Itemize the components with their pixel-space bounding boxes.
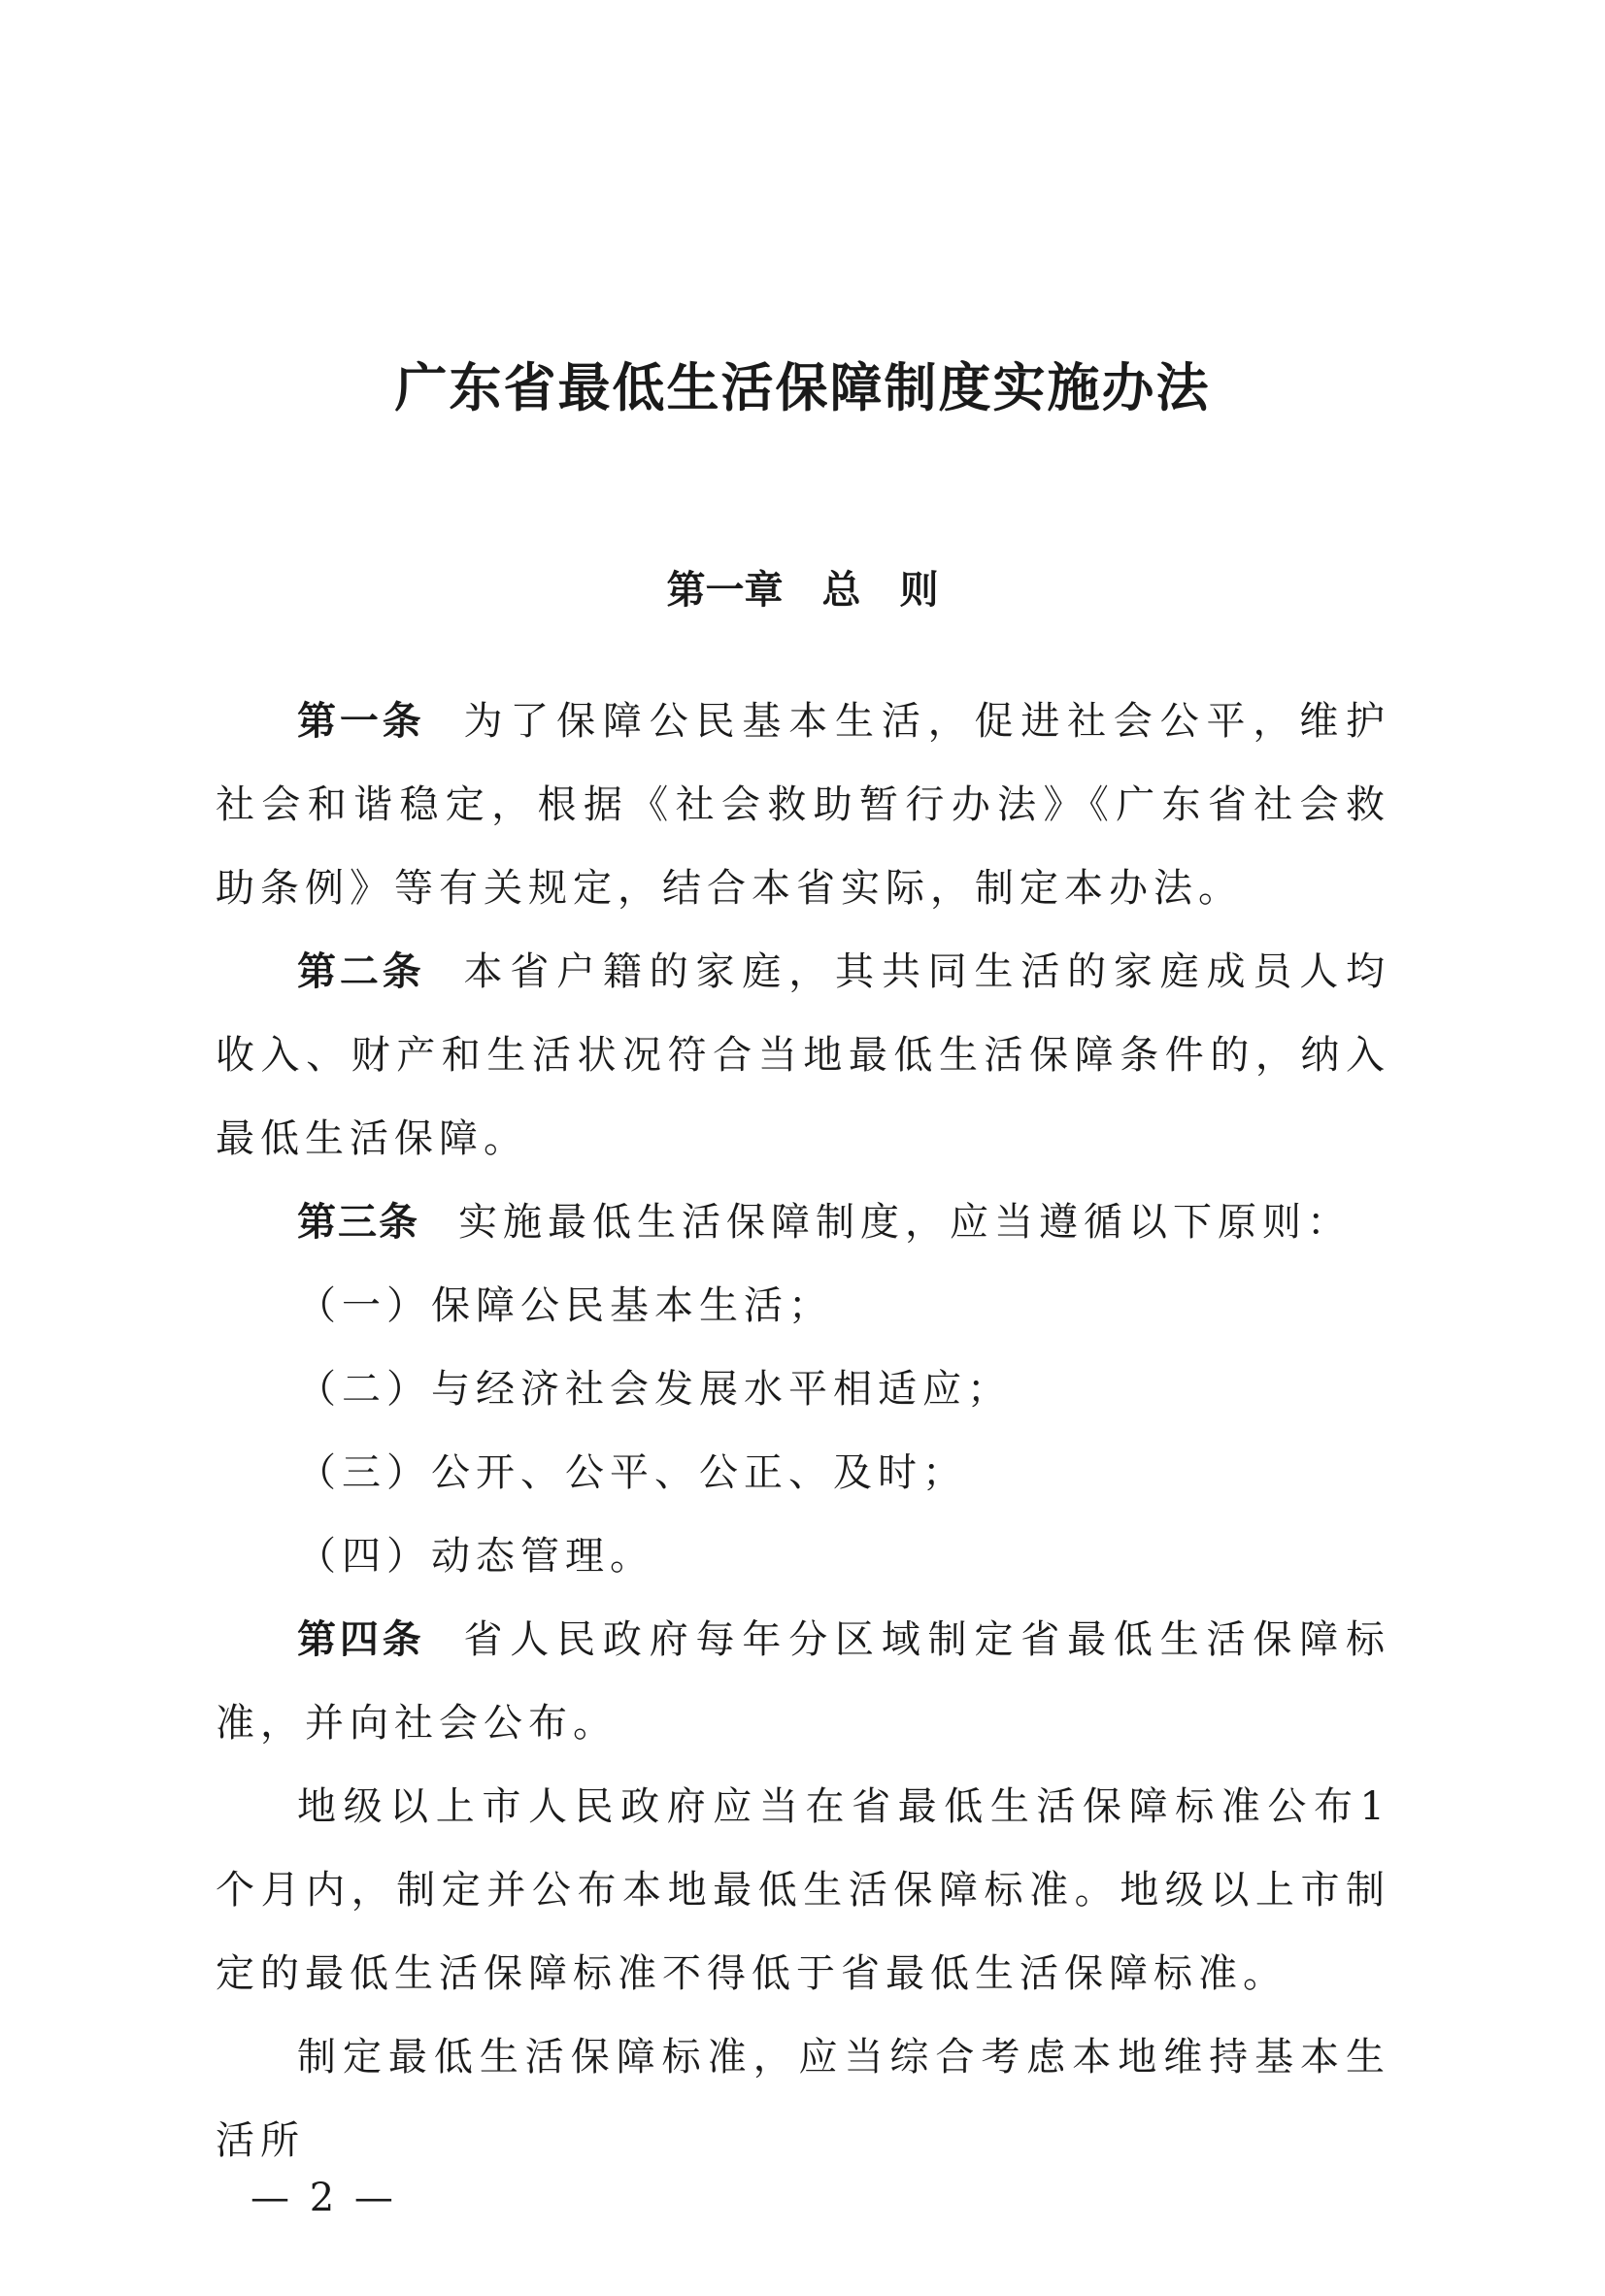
body-paragraph: 地级以上市人民政府应当在省最低生活保障标准公布1个月内，制定并公布本地最低生活保障标准。地级以上市制定的最低生活保障标准不得低于省最低生活保障标准。 (216, 1784, 1390, 1996)
article-1-heading: 第一条 (297, 699, 425, 744)
article-2 (216, 930, 1390, 1181)
article-3 (216, 1181, 1390, 1264)
principle-item: （四）动态管理。 (297, 1534, 654, 1579)
article-4-heading: 第四条 (297, 1617, 425, 1662)
principle-item: （三）公开、公平、公正、及时； (297, 1450, 967, 1495)
article-1-text: 为了保障公民基本生活，促进社会公平，维护社会和谐稳定，根据《社会救助暂行办法》《广东省社会救助条例》等有关规定，结合本省实际，制定本办法。 (216, 699, 1391, 911)
principle-item: （一）保障公民基本生活； (297, 1283, 833, 1328)
article-4 (216, 1598, 1390, 1765)
article-1 (216, 680, 1390, 930)
page-number: — 2 — (251, 2176, 397, 2220)
principle-item: （二）与经济社会发展水平相适应； (297, 1367, 1012, 1412)
document-body (216, 680, 1390, 2182)
article-3-heading: 第三条 (297, 1200, 419, 1245)
article-3-text: 实施最低生活保障制度，应当遵循以下原则： (458, 1200, 1352, 1245)
body-paragraph: 制定最低生活保障标准，应当综合考虑本地维持基本生活所 (216, 2035, 1390, 2163)
article-2-heading: 第二条 (297, 949, 425, 994)
chapter-heading: 第一章 总 则 (666, 568, 939, 613)
article-4-text: 省人民政府每年分区域制定省最低生活保障标准，并向社会公布。 (216, 1617, 1391, 1746)
article-2-text: 本省户籍的家庭，其共同生活的家庭成员人均收入、财产和生活状况符合当地最低生活保障条件的，纳入最低生活保障。 (216, 949, 1391, 1161)
document-title: 广东省最低生活保障制度实施办法 (394, 357, 1211, 418)
